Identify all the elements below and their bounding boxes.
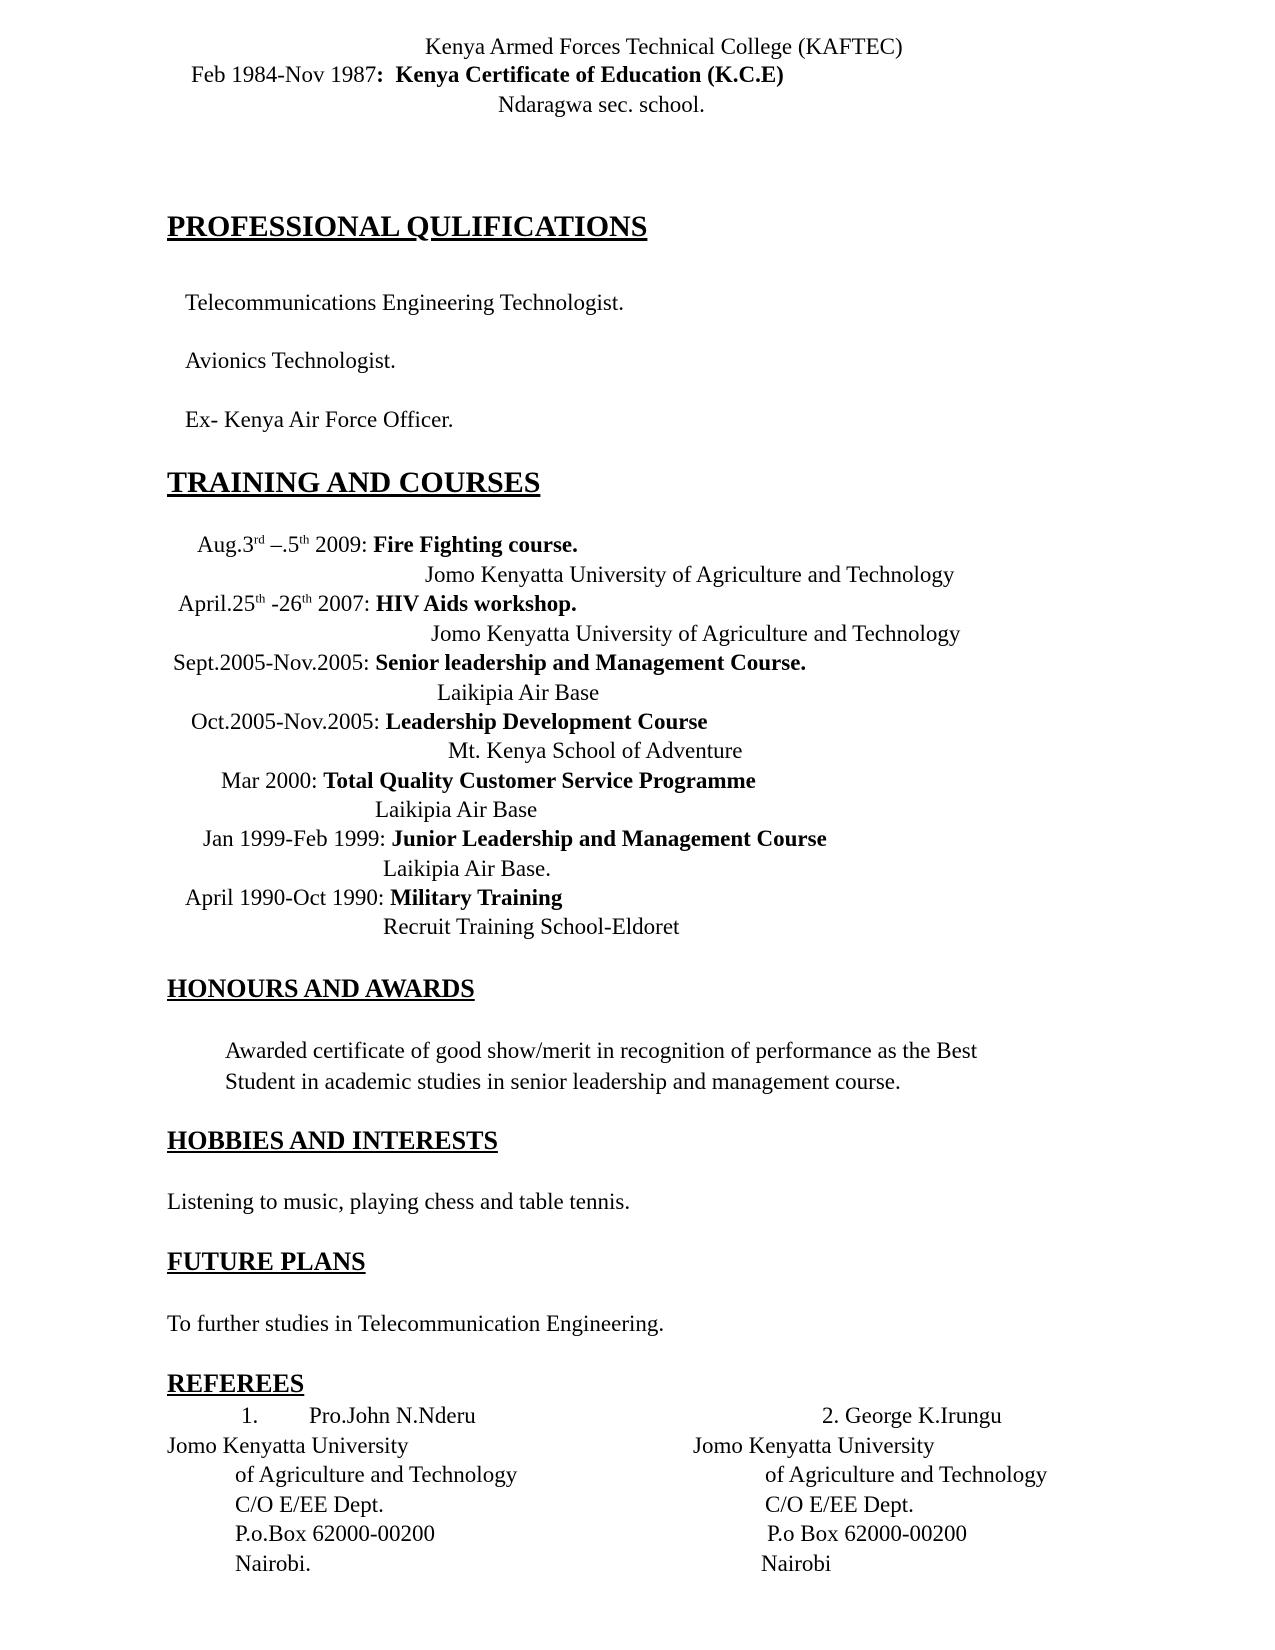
course-date: Jan 1999-Feb 1999: Junior Leadership and Management Course [203,826,827,851]
course-title: Military Training [390,885,563,910]
course-title: HIV Aids workshop. [375,591,577,616]
course-title: Fire Fighting course. [373,532,578,557]
referee-1-line: Jomo Kenyatta University [167,1433,409,1458]
course-date: Aug.3rd –.5th 2009: Fire Fighting course. [197,531,578,557]
course-place: Mt. Kenya School of Adventure [448,738,743,763]
kaftec-line: Kenya Armed Forces Technical College (KAFTEC) [425,34,903,59]
referee-2-line: C/O E/EE Dept. [765,1492,914,1517]
referees-heading: REFEREES [167,1369,305,1398]
course-place: Jomo Kenyatta University of Agriculture and Technology [431,621,961,646]
course-title: Total Quality Customer Service Programme [323,768,756,793]
course-title: Senior leadership and Management Course. [375,650,807,675]
course-date: Sept.2005-Nov.2005: Senior leadership and Management Course. [173,650,807,675]
professional-item: Avionics Technologist. [185,348,396,373]
course-date: Oct.2005-Nov.2005: Leadership Development Course [191,709,708,734]
referee-1-num: 1. [241,1403,259,1428]
referee-2-line: Jomo Kenyatta University [693,1433,935,1458]
course-title: Leadership Development Course [385,709,708,734]
referee-1-line: C/O E/EE Dept. [235,1492,384,1517]
hobbies-text: Listening to music, playing chess and table tennis. [167,1189,631,1214]
referee-2-name: 2. George K.Irungu [822,1403,1002,1428]
course-place: Laikipia Air Base [375,797,538,822]
course-date: April.25th -26th 2007: HIV Aids workshop. [178,590,577,616]
course-place: Recruit Training School-Eldoret [383,914,680,939]
referee-2-line: Nairobi [761,1551,832,1576]
referee-1-line: P.o.Box 62000-00200 [235,1521,435,1546]
professional-item: Ex- Kenya Air Force Officer. [185,407,454,432]
professional-item: Telecommunications Engineering Technologist. [185,290,624,315]
referee-1-name: Pro.John N.Nderu [309,1403,476,1428]
kce-sep: : [376,62,384,87]
course-place: Laikipia Air Base [437,680,600,705]
training-heading: TRAINING AND COURSES [167,466,541,499]
future-heading: FUTURE PLANS [167,1247,366,1276]
kce-dates: Feb 1984-Nov 1987 [191,62,377,87]
hobbies-heading: HOBBIES AND INTERESTS [167,1126,498,1155]
course-title: Junior Leadership and Management Course [391,826,827,851]
referee-1-line: of Agriculture and Technology [235,1462,518,1487]
future-text: To further studies in Telecommunication Engineering. [167,1311,665,1336]
referee-2-line: P.o Box 62000-00200 [767,1521,967,1546]
honours-line: Student in academic studies in senior leadership and management course. [225,1069,901,1094]
course-date: Mar 2000: Total Quality Customer Service Programme [221,768,756,793]
kce-line [191,62,784,87]
kce-title: Kenya Certificate of Education (K.C.E) [395,62,784,87]
course-place: Jomo Kenyatta University of Agriculture and Technology [425,562,955,587]
course-place: Laikipia Air Base. [383,856,551,881]
course-date: April 1990-Oct 1990: Military Training [185,885,563,910]
referee-2-line: of Agriculture and Technology [765,1462,1048,1487]
referee-1-line: Nairobi. [235,1551,312,1576]
honours-heading: HONOURS AND AWARDS [167,974,475,1003]
professional-heading: PROFESSIONAL QULIFICATIONS [167,210,648,243]
honours-line: Awarded certificate of good show/merit in recognition of performance as the Best [225,1038,978,1063]
kce-school: Ndaragwa sec. school. [498,92,705,117]
